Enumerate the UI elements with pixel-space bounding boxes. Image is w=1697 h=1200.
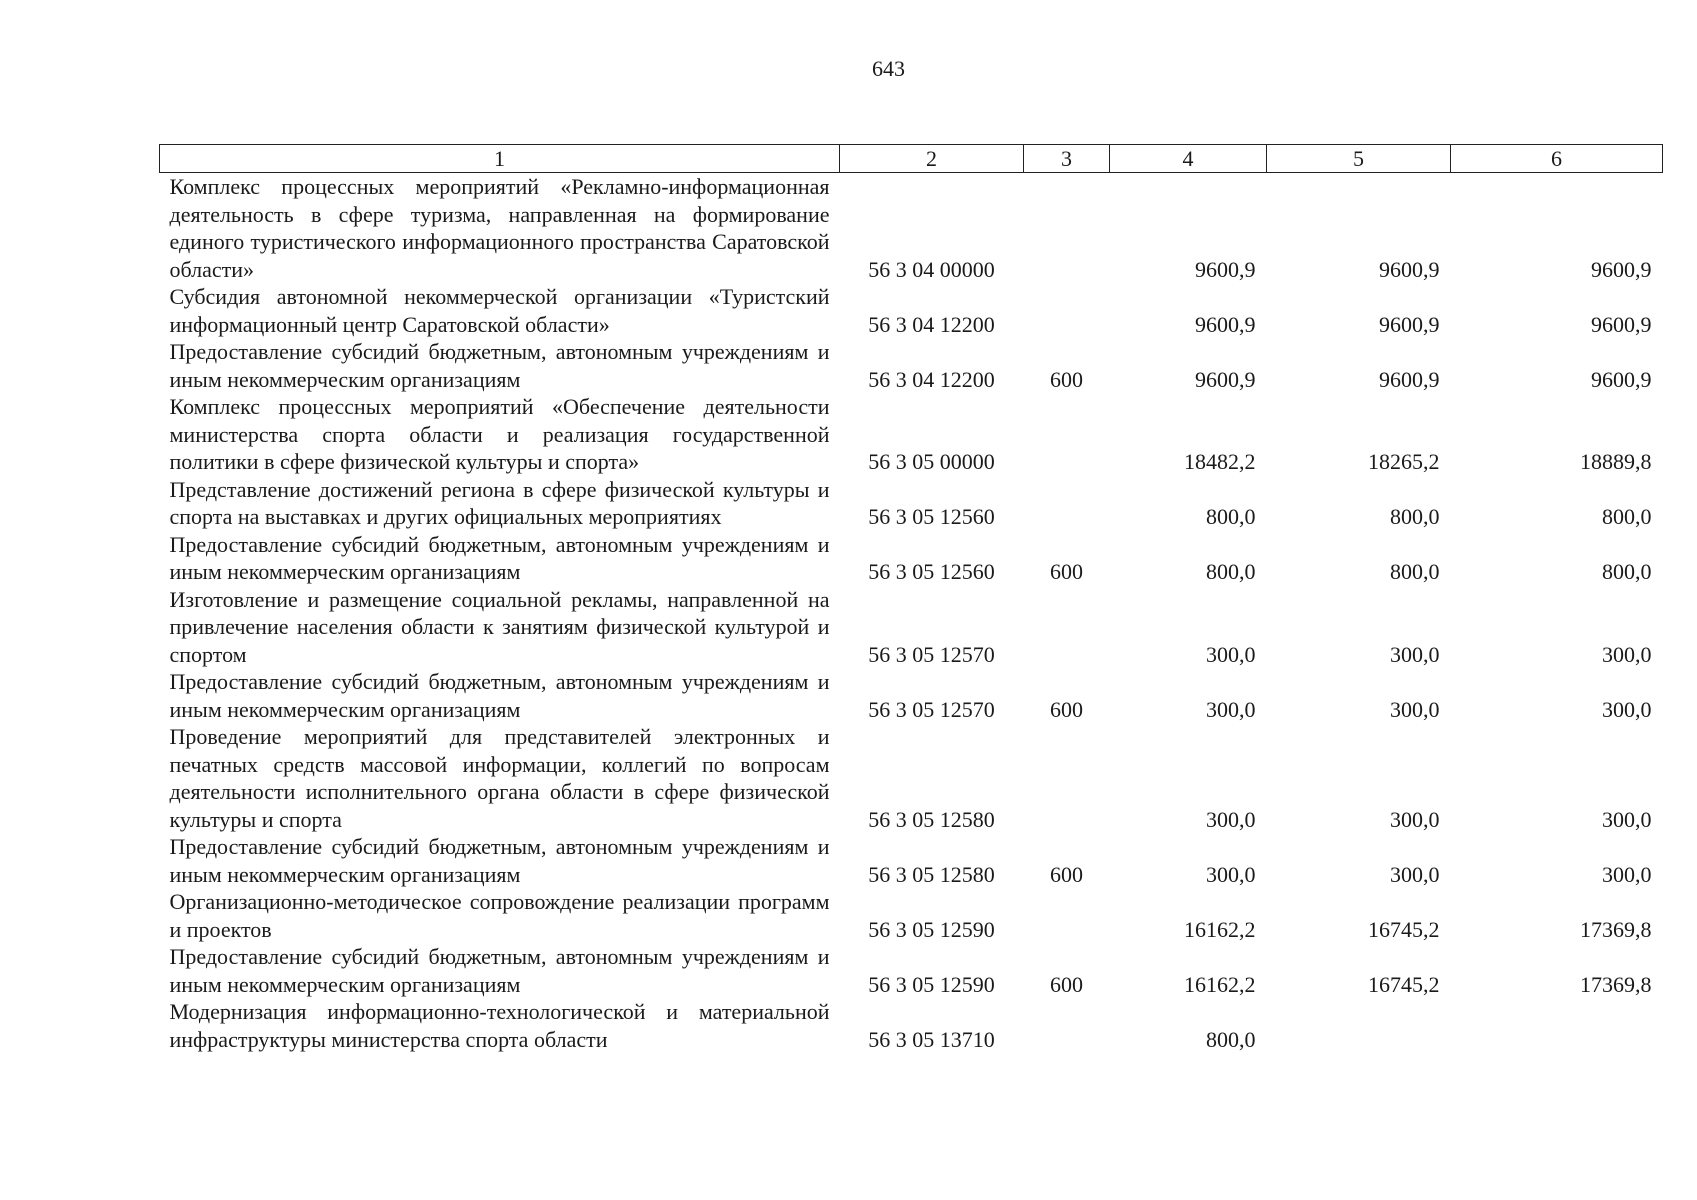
row-value-1: 300,0 — [1206, 806, 1256, 832]
table-row — [160, 338, 1663, 393]
row-code: 56 3 05 12560 — [868, 559, 995, 584]
row-value-2: 800,0 — [1390, 559, 1440, 584]
row-kvr — [1024, 283, 1110, 338]
row-value-2: 18265,2 — [1368, 449, 1440, 474]
row-kvr — [1024, 476, 1110, 531]
row-kvr — [1024, 393, 1110, 476]
table-row — [160, 888, 1663, 943]
header-col-5: 5 — [1267, 145, 1451, 173]
page-number: 643 — [872, 56, 905, 81]
row-value-3: 300,0 — [1602, 861, 1652, 887]
row-value-3: 9600,9 — [1591, 311, 1652, 337]
row-value-3 — [1451, 998, 1663, 1053]
table-header — [160, 145, 1663, 173]
row-code: 56 3 05 13710 — [868, 1026, 995, 1052]
row-value-1: 9600,9 — [1195, 366, 1256, 392]
row-name: Предоставление субсидий бюджетным, автономным учреждениям и иным некоммерческим организациям — [169, 669, 830, 722]
row-value-3: 300,0 — [1602, 696, 1652, 722]
row-value-2: 300,0 — [1390, 806, 1440, 832]
row-code: 56 3 04 12200 — [868, 366, 995, 392]
row-code: 56 3 05 12580 — [868, 861, 995, 887]
table-row — [160, 531, 1663, 586]
row-value-3: 17369,8 — [1580, 971, 1652, 997]
row-value-1: 800,0 — [1206, 504, 1256, 529]
row-value-2: 300,0 — [1390, 641, 1440, 667]
row-value-2: 9600,9 — [1379, 311, 1440, 337]
row-code: 56 3 05 12590 — [868, 916, 995, 942]
header-col-6: 6 — [1451, 145, 1663, 173]
row-name: Предоставление субсидий бюджетным, автономным учреждениям и иным некоммерческим организациям — [169, 339, 830, 392]
table-row — [160, 943, 1663, 998]
row-value-1: 800,0 — [1206, 559, 1256, 584]
table-row — [160, 173, 1663, 284]
row-value-1: 300,0 — [1206, 641, 1256, 667]
header-col-1: 1 — [160, 145, 840, 173]
row-name: Предоставление субсидий бюджетным, автономным учреждениям и иным некоммерческим организациям — [169, 531, 830, 584]
row-value-1: 16162,2 — [1184, 916, 1256, 942]
row-value-1: 300,0 — [1206, 696, 1256, 722]
row-value-3: 9600,9 — [1591, 256, 1652, 282]
row-name: Изготовление и размещение социальной рекламы, направленной на привлечение населения области к занятиям физической культурой и спортом — [169, 586, 830, 667]
row-name: Предоставление субсидий бюджетным, автономным учреждениям и иным некоммерческим организациям — [169, 944, 830, 997]
table-row — [160, 393, 1663, 476]
header-row — [160, 145, 1663, 173]
row-value-1: 9600,9 — [1195, 311, 1256, 337]
row-value-2: 16745,2 — [1368, 916, 1440, 942]
table-row — [160, 586, 1663, 669]
row-value-3: 300,0 — [1602, 806, 1652, 832]
row-code: 56 3 04 00000 — [868, 256, 995, 282]
table-row — [160, 833, 1663, 888]
row-name: Предоставление субсидий бюджетным, автономным учреждениям и иным некоммерческим организациям — [169, 834, 830, 887]
table-row — [160, 283, 1663, 338]
row-code: 56 3 05 12580 — [868, 806, 995, 832]
table-row — [160, 723, 1663, 833]
row-kvr: 600 — [1050, 559, 1083, 584]
row-value-1: 16162,2 — [1184, 971, 1256, 997]
row-kvr — [1024, 586, 1110, 669]
row-value-2: 9600,9 — [1379, 256, 1440, 282]
row-value-3: 800,0 — [1602, 504, 1652, 529]
row-kvr: 600 — [1050, 696, 1083, 722]
row-value-2: 800,0 — [1390, 504, 1440, 529]
row-value-3: 17369,8 — [1580, 916, 1652, 942]
header-col-3: 3 — [1024, 145, 1110, 173]
row-kvr: 600 — [1050, 861, 1083, 887]
table-body — [160, 173, 1663, 1054]
row-code: 56 3 05 00000 — [868, 449, 995, 474]
row-code: 56 3 05 12560 — [868, 504, 995, 529]
row-value-1: 300,0 — [1206, 861, 1256, 887]
row-name: Проведение мероприятий для представителей электронных и печатных средств массовой информации, коллегий по вопросам деятельности исполнительного органа области в сфере физической культуры и спорта — [169, 724, 830, 832]
row-kvr — [1024, 998, 1110, 1053]
row-code: 56 3 05 12590 — [868, 971, 995, 997]
budget-table — [159, 144, 1663, 1053]
row-value-2: 300,0 — [1390, 696, 1440, 722]
row-kvr: 600 — [1050, 971, 1083, 997]
table-row — [160, 998, 1663, 1053]
row-name: Модернизация информационно-технологической и материальной инфраструктуры министерства спорта области — [169, 999, 830, 1052]
row-value-1: 800,0 — [1206, 1026, 1256, 1052]
row-name: Организационно-методическое сопровождение реализации программ и проектов — [169, 889, 830, 942]
row-value-3: 800,0 — [1602, 559, 1652, 584]
header-col-4: 4 — [1110, 145, 1267, 173]
table-row — [160, 668, 1663, 723]
row-kvr — [1024, 888, 1110, 943]
row-kvr — [1024, 723, 1110, 833]
row-value-2: 9600,9 — [1379, 366, 1440, 392]
row-value-3: 9600,9 — [1591, 366, 1652, 392]
row-value-2: 16745,2 — [1368, 971, 1440, 997]
row-name: Субсидия автономной некоммерческой организации «Туристский информационный центр Саратовской области» — [169, 284, 830, 337]
row-kvr: 600 — [1050, 366, 1083, 392]
row-name: Представление достижений региона в сфере физической культуры и спорта на выставках и других официальных мероприятиях — [169, 476, 830, 529]
row-value-2: 300,0 — [1390, 861, 1440, 887]
row-code: 56 3 05 12570 — [868, 696, 995, 722]
row-value-3: 18889,8 — [1580, 449, 1652, 474]
row-value-1: 9600,9 — [1195, 256, 1256, 282]
row-value-1: 18482,2 — [1184, 449, 1256, 474]
header-col-2: 2 — [840, 145, 1024, 173]
table-row — [160, 476, 1663, 531]
row-code: 56 3 04 12200 — [868, 311, 995, 337]
row-name: Комплекс процессных мероприятий «Рекламно-информационная деятельность в сфере туризма, направленная на формирование единого туристического информационного пространства Саратовской области» — [169, 174, 830, 282]
row-value-2 — [1267, 998, 1451, 1053]
row-name: Комплекс процессных мероприятий «Обеспечение деятельности министерства спорта области и реализация государственной политики в сфере физической культуры и спорта» — [169, 394, 830, 474]
row-code: 56 3 05 12570 — [868, 641, 995, 667]
row-value-3: 300,0 — [1602, 641, 1652, 667]
row-kvr — [1024, 173, 1110, 284]
